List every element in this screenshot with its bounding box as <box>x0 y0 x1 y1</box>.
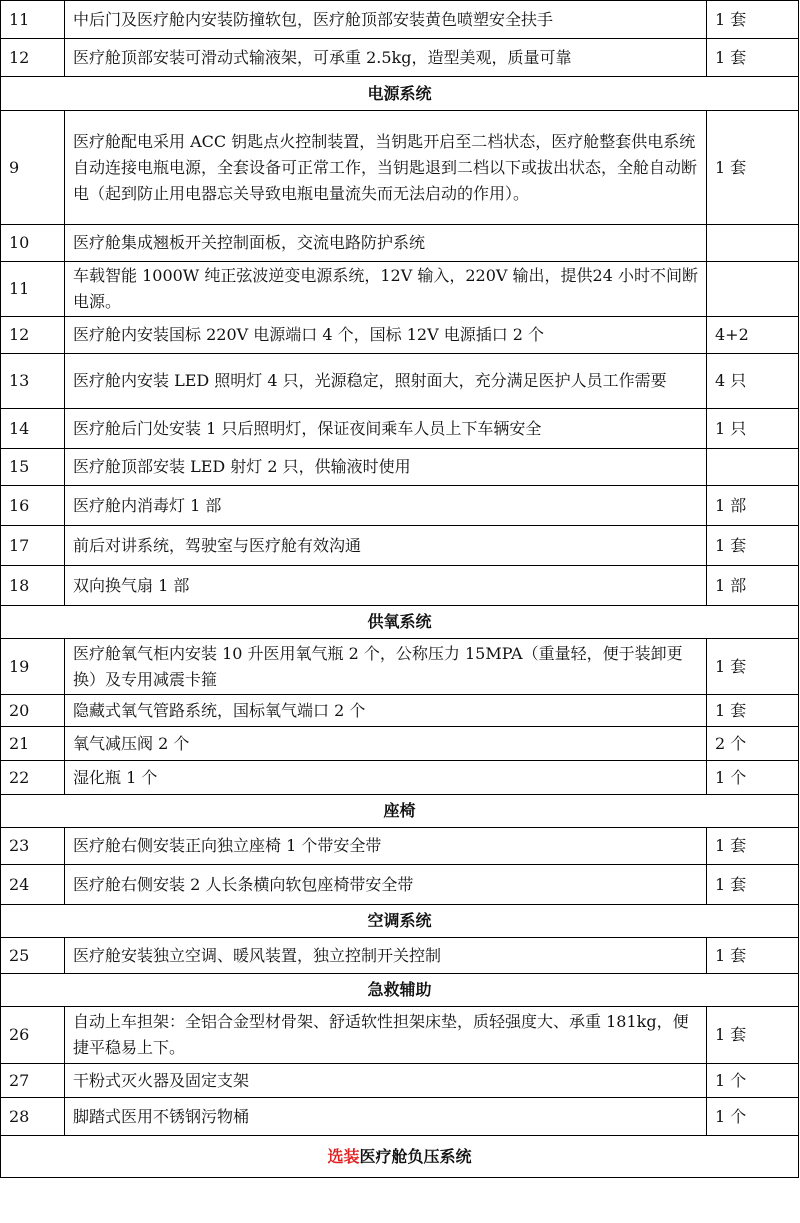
item-description: 隐藏式氧气管路系统，国标氧气端口 2 个 <box>65 695 707 727</box>
item-number: 15 <box>1 449 65 486</box>
section-title-text: 座椅 <box>383 801 416 820</box>
item-quantity: 1 套 <box>707 111 799 225</box>
table-row <box>1 39 799 77</box>
section-title <box>1 1136 799 1178</box>
section-title-text: 电源系统 <box>367 83 432 103</box>
item-description: 干粉式灭火器及固定支架 <box>65 1064 707 1098</box>
table-row <box>1 695 799 727</box>
table-row <box>1 262 799 317</box>
item-quantity: 1 部 <box>707 566 799 606</box>
item-quantity: 1 套 <box>707 938 799 974</box>
item-quantity: 1 个 <box>707 761 799 795</box>
table-row <box>1 865 799 905</box>
item-number: 27 <box>1 1064 65 1098</box>
table-row <box>1 828 799 865</box>
item-quantity <box>707 262 799 317</box>
item-description: 医疗舱配电采用 ACC 钥匙点火控制装置，当钥匙开启至二档状态，医疗舱整套供电系统自动连接电瓶电源，全套设备可正常工作，当钥匙退到二档以下或拔出状态，全舱自动断电（起到防止用电器忘关导致电瓶电量流失而无法启动的作用）。 <box>65 111 707 225</box>
table-row <box>1 1007 799 1064</box>
table-row <box>1 225 799 262</box>
section-title <box>1 795 799 828</box>
item-number: 16 <box>1 486 65 526</box>
item-description: 医疗舱内安装国标 220V 电源端口 4 个，国标 12V 电源插口 2 个 <box>65 317 707 354</box>
item-quantity: 2 个 <box>707 727 799 761</box>
table-row <box>1 354 799 409</box>
table-row <box>1 111 799 225</box>
item-description: 车载智能 1000W 纯正弦波逆变电源系统，12V 输入，220V 输出，提供24 小时不间断电源。 <box>65 262 707 317</box>
item-quantity: 1 套 <box>707 695 799 727</box>
spec-table-body <box>1 1 799 1178</box>
item-quantity: 1 个 <box>707 1064 799 1098</box>
section-header-row <box>1 77 799 111</box>
item-quantity: 1 套 <box>707 865 799 905</box>
section-title-text: 医疗舱负压系统 <box>359 1146 472 1166</box>
item-description: 双向换气扇 1 部 <box>65 566 707 606</box>
table-row <box>1 409 799 449</box>
item-quantity: 1 套 <box>707 1007 799 1064</box>
item-description: 医疗舱顶部安装 LED 射灯 2 只，供输液时使用 <box>65 449 707 486</box>
table-row <box>1 566 799 606</box>
item-number: 28 <box>1 1098 65 1136</box>
item-number: 21 <box>1 727 65 761</box>
section-title-text: 急救辅助 <box>367 980 432 999</box>
item-number: 12 <box>1 317 65 354</box>
item-quantity: 1 个 <box>707 1098 799 1136</box>
section-header-row <box>1 795 799 828</box>
item-quantity: 1 套 <box>707 526 799 566</box>
item-quantity <box>707 449 799 486</box>
item-number: 11 <box>1 1 65 39</box>
optional-tag: 选装 <box>327 1146 360 1166</box>
item-description: 医疗舱氧气柜内安装 10 升医用氧气瓶 2 个，公称压力 15MPA（重量轻，便于装卸更换）及专用减震卡箍 <box>65 639 707 695</box>
item-number: 9 <box>1 111 65 225</box>
table-row <box>1 526 799 566</box>
item-description: 氧气减压阀 2 个 <box>65 727 707 761</box>
item-quantity: 1 部 <box>707 486 799 526</box>
item-number: 22 <box>1 761 65 795</box>
item-description: 医疗舱右侧安装 2 人长条横向软包座椅带安全带 <box>65 865 707 905</box>
section-header-row <box>1 974 799 1007</box>
section-header-row <box>1 1136 799 1178</box>
item-quantity: 4 只 <box>707 354 799 409</box>
item-number: 23 <box>1 828 65 865</box>
item-description: 医疗舱右侧安装正向独立座椅 1 个带安全带 <box>65 828 707 865</box>
item-description: 自动上车担架：全铝合金型材骨架、舒适软性担架床垫，质轻强度大、承重 181kg，便捷平稳易上下。 <box>65 1007 707 1064</box>
item-description: 医疗舱安装独立空调、暖风装置，独立控制开关控制 <box>65 938 707 974</box>
item-description: 湿化瓶 1 个 <box>65 761 707 795</box>
item-number: 20 <box>1 695 65 727</box>
section-title <box>1 77 799 111</box>
table-row <box>1 449 799 486</box>
item-quantity: 4+2 <box>707 317 799 354</box>
section-header-row <box>1 606 799 639</box>
table-row <box>1 639 799 695</box>
table-row <box>1 486 799 526</box>
item-number: 12 <box>1 39 65 77</box>
item-number: 14 <box>1 409 65 449</box>
item-description: 医疗舱顶部安装可滑动式输液架，可承重 2.5kg，造型美观，质量可靠 <box>65 39 707 77</box>
item-number: 24 <box>1 865 65 905</box>
item-number: 25 <box>1 938 65 974</box>
table-row <box>1 727 799 761</box>
item-quantity <box>707 225 799 262</box>
item-description: 医疗舱集成翘板开关控制面板，交流电路防护系统 <box>65 225 707 262</box>
table-row <box>1 317 799 354</box>
item-description: 医疗舱后门处安装 1 只后照明灯，保证夜间乘车人员上下车辆安全 <box>65 409 707 449</box>
table-row <box>1 1064 799 1098</box>
section-title-text: 空调系统 <box>367 911 432 930</box>
item-description: 医疗舱内安装 LED 照明灯 4 只，光源稳定，照射面大，充分满足医护人员工作需要 <box>65 354 707 409</box>
item-quantity: 1 套 <box>707 39 799 77</box>
item-number: 11 <box>1 262 65 317</box>
section-title <box>1 905 799 938</box>
item-description: 脚踏式医用不锈钢污物桶 <box>65 1098 707 1136</box>
item-number: 19 <box>1 639 65 695</box>
section-title-text: 供氧系统 <box>367 612 432 631</box>
item-quantity: 1 套 <box>707 639 799 695</box>
item-number: 13 <box>1 354 65 409</box>
table-row <box>1 1 799 39</box>
section-title <box>1 974 799 1007</box>
item-quantity: 1 只 <box>707 409 799 449</box>
section-title <box>1 606 799 639</box>
item-number: 18 <box>1 566 65 606</box>
item-number: 17 <box>1 526 65 566</box>
table-row <box>1 761 799 795</box>
item-description: 医疗舱内消毒灯 1 部 <box>65 486 707 526</box>
item-number: 10 <box>1 225 65 262</box>
item-quantity: 1 套 <box>707 828 799 865</box>
item-description: 前后对讲系统，驾驶室与医疗舱有效沟通 <box>65 526 707 566</box>
item-description: 中后门及医疗舱内安装防撞软包，医疗舱顶部安装黄色喷塑安全扶手 <box>65 1 707 39</box>
table-row <box>1 1098 799 1136</box>
table-row <box>1 938 799 974</box>
item-quantity: 1 套 <box>707 1 799 39</box>
item-number: 26 <box>1 1007 65 1064</box>
section-header-row <box>1 905 799 938</box>
